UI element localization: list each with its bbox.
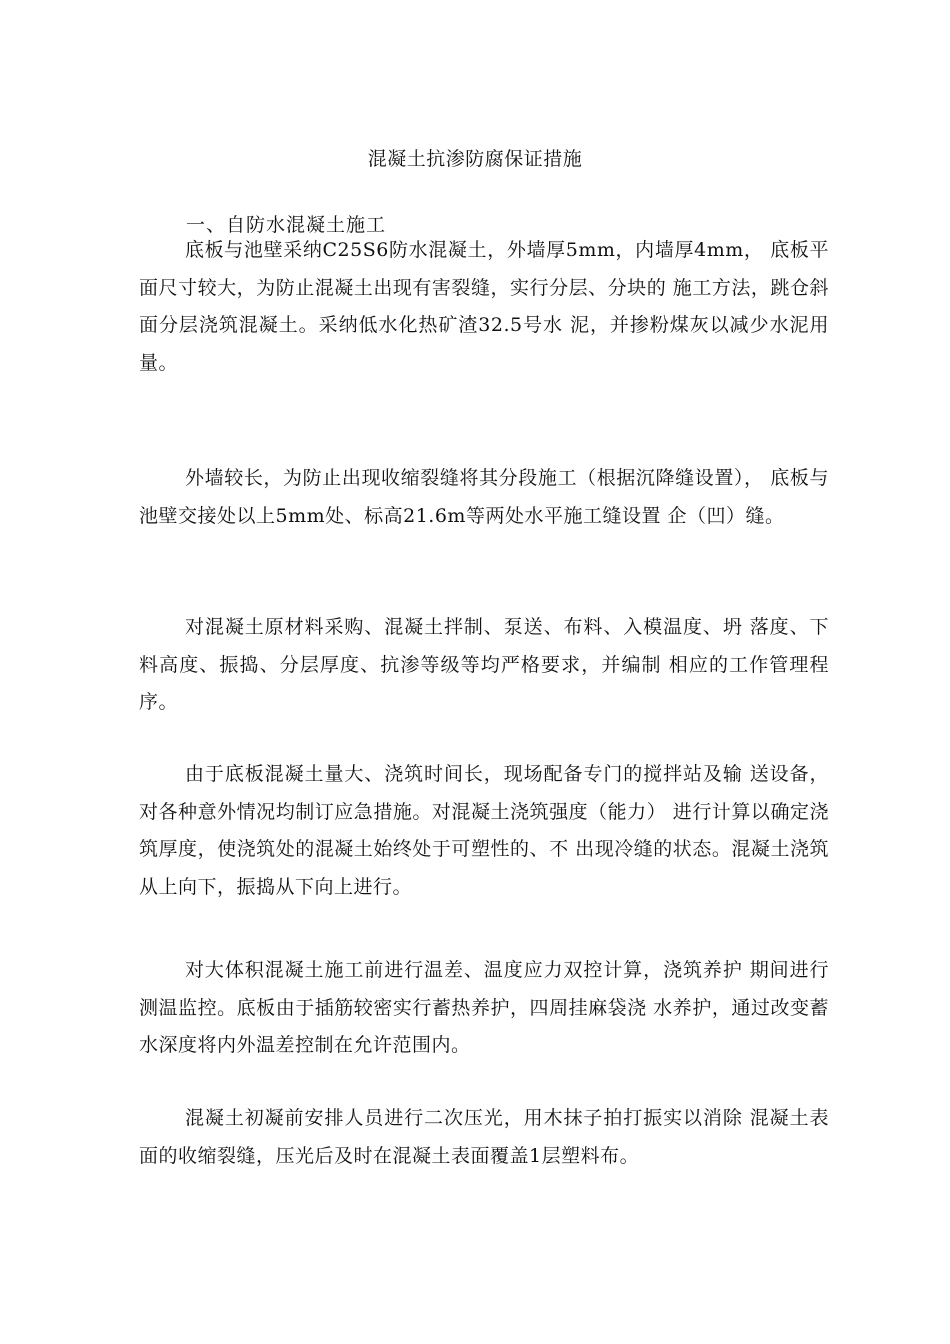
paragraph-4: 由于底板混凝土量大、浇筑时间长，现场配备专门的搅拌站及输 送设备，对各种意外情况均制订应急措施。对混凝土浇筑强度（能力） 进行计算以确定浇筑厚度，使浇筑处的混凝土始终处于可塑性的、不 出现冷缝的状态。混凝土浇筑从上向下，振捣从下向上进行。	[139, 763, 829, 898]
paragraph-6: 混凝土初凝前安排人员进行二次压光，用木抹子拍打振实以消除 混凝土表面的收缩裂缝，压光后及时在混凝土表面覆盖1层塑料布。	[139, 1107, 829, 1167]
paragraph-2: 外墙较长，为防止出现收缩裂缝将其分段施工（根据沉降缝设置）， 底板与池壁交接处以上5mm处、标高21.6m等两处水平施工缝设置 企（凹）缝。	[139, 467, 829, 527]
document-title: 混凝土抗渗防腐保证措施	[367, 148, 583, 170]
paragraph-1: 底板与池壁采纳C25S6防水混凝土，外墙厚5mm，内墙厚4mm， 底板平面尺寸较大，为防止混凝土出现有害裂缝，实行分层、分块的 施工方法，跳仓斜面分层浇筑混凝土。采纳低水化热矿渣32.5号水 泥，并掺粉煤灰以减少水泥用量。	[139, 239, 829, 374]
paragraph-3: 对混凝土原材料采购、混凝土拌制、泵送、布料、入模温度、坍 落度、下料高度、振捣、分层厚度、抗渗等级等均严格要求，并编制 相应的工作管理程序。	[139, 616, 829, 713]
section-heading: 一、自防水混凝土施工	[186, 214, 387, 236]
paragraph-5: 对大体积混凝土施工前进行温差、温度应力双控计算，浇筑养护 期间进行测温监控。底板由于插筋较密实行蓄热养护，四周挂麻袋浇 水养护，通过改变蓄水深度将内外温差控制在允许范围内。	[139, 959, 829, 1056]
